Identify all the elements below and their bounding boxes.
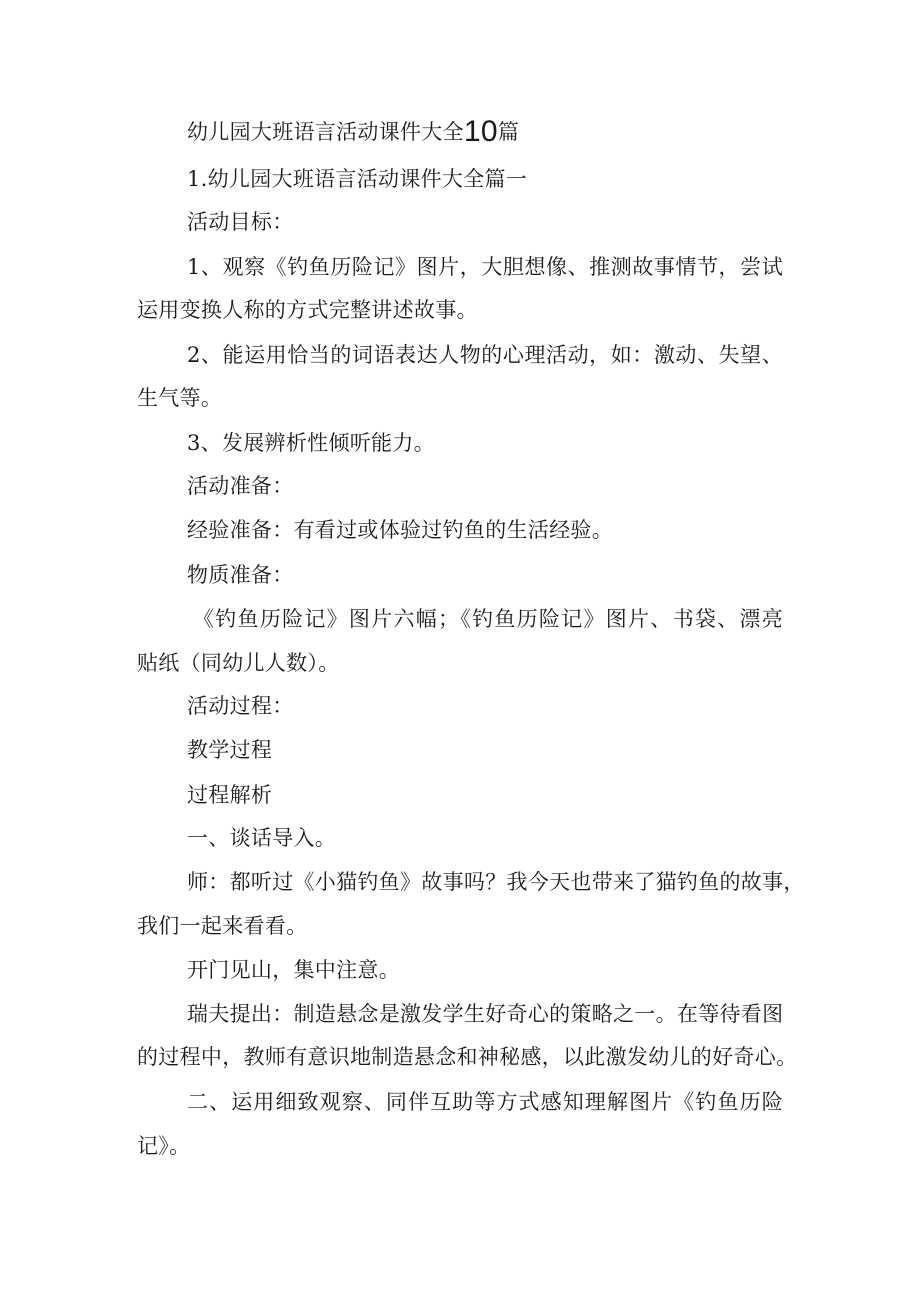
- step-2-line-2: 记》。: [137, 1134, 191, 1158]
- goal-2-line-1: 2、能运用恰当的词语表达人物的心理活动，如：激动、失望、: [187, 343, 783, 367]
- step-2-line-1: 二、运用细致观察、同伴互助等方式感知理解图片《钓鱼历险: [187, 1090, 783, 1114]
- process-analysis-label: 过程解析: [187, 783, 273, 807]
- materials-line-2: 贴纸（同幼儿人数）。: [137, 651, 340, 675]
- teaching-process-label: 教学过程: [187, 738, 273, 762]
- section-heading: 1.幼儿园大班语言活动课件大全篇一: [187, 167, 528, 191]
- teacher-line-2: 我们一起来看看。: [137, 914, 308, 938]
- prep-material-heading: 物质准备：: [187, 563, 294, 587]
- goals-heading: 活动目标：: [187, 210, 294, 234]
- teacher-line-1: 师：都听过《小猫钓鱼》故事吗？我今天也带来了猫钓鱼的故事，: [187, 870, 805, 894]
- prep-heading: 活动准备：: [187, 474, 294, 498]
- document-title: [187, 117, 519, 147]
- title-text: 幼儿园大班语言活动课件大全: [187, 120, 464, 144]
- materials-line-1: 《钓鱼历险记》图片六幅；《钓鱼历险记》图片、书袋、漂亮: [193, 607, 783, 631]
- ruifu-line-1: 瑞夫提出：制造悬念是激发学生好奇心的策略之一。在等待看图: [187, 1002, 784, 1026]
- opening-note: 开门见山，集中注意。: [187, 958, 400, 982]
- ruifu-line-2: 的过程中，教师有意识地制造悬念和神秘感，以此激发幼儿的好奇心。: [137, 1045, 798, 1069]
- title-number: 10: [463, 115, 498, 148]
- prep-experience: 经验准备：有看过或体验过钓鱼的生活经验。: [187, 518, 613, 542]
- goal-1-line-1: 1、观察《钓鱼历险记》图片，大胆想像、推测故事情节，尝试: [187, 255, 783, 279]
- process-heading: 活动过程：: [187, 694, 294, 718]
- step-1-heading: 一、谈话导入。: [187, 826, 337, 850]
- goal-1-line-2: 运用变换人称的方式完整讲述故事。: [137, 298, 478, 322]
- title-suffix: 篇: [497, 120, 520, 144]
- goal-2-line-2: 生气等。: [137, 386, 223, 410]
- goal-3: 3、发展辨析性倾听能力。: [187, 431, 435, 455]
